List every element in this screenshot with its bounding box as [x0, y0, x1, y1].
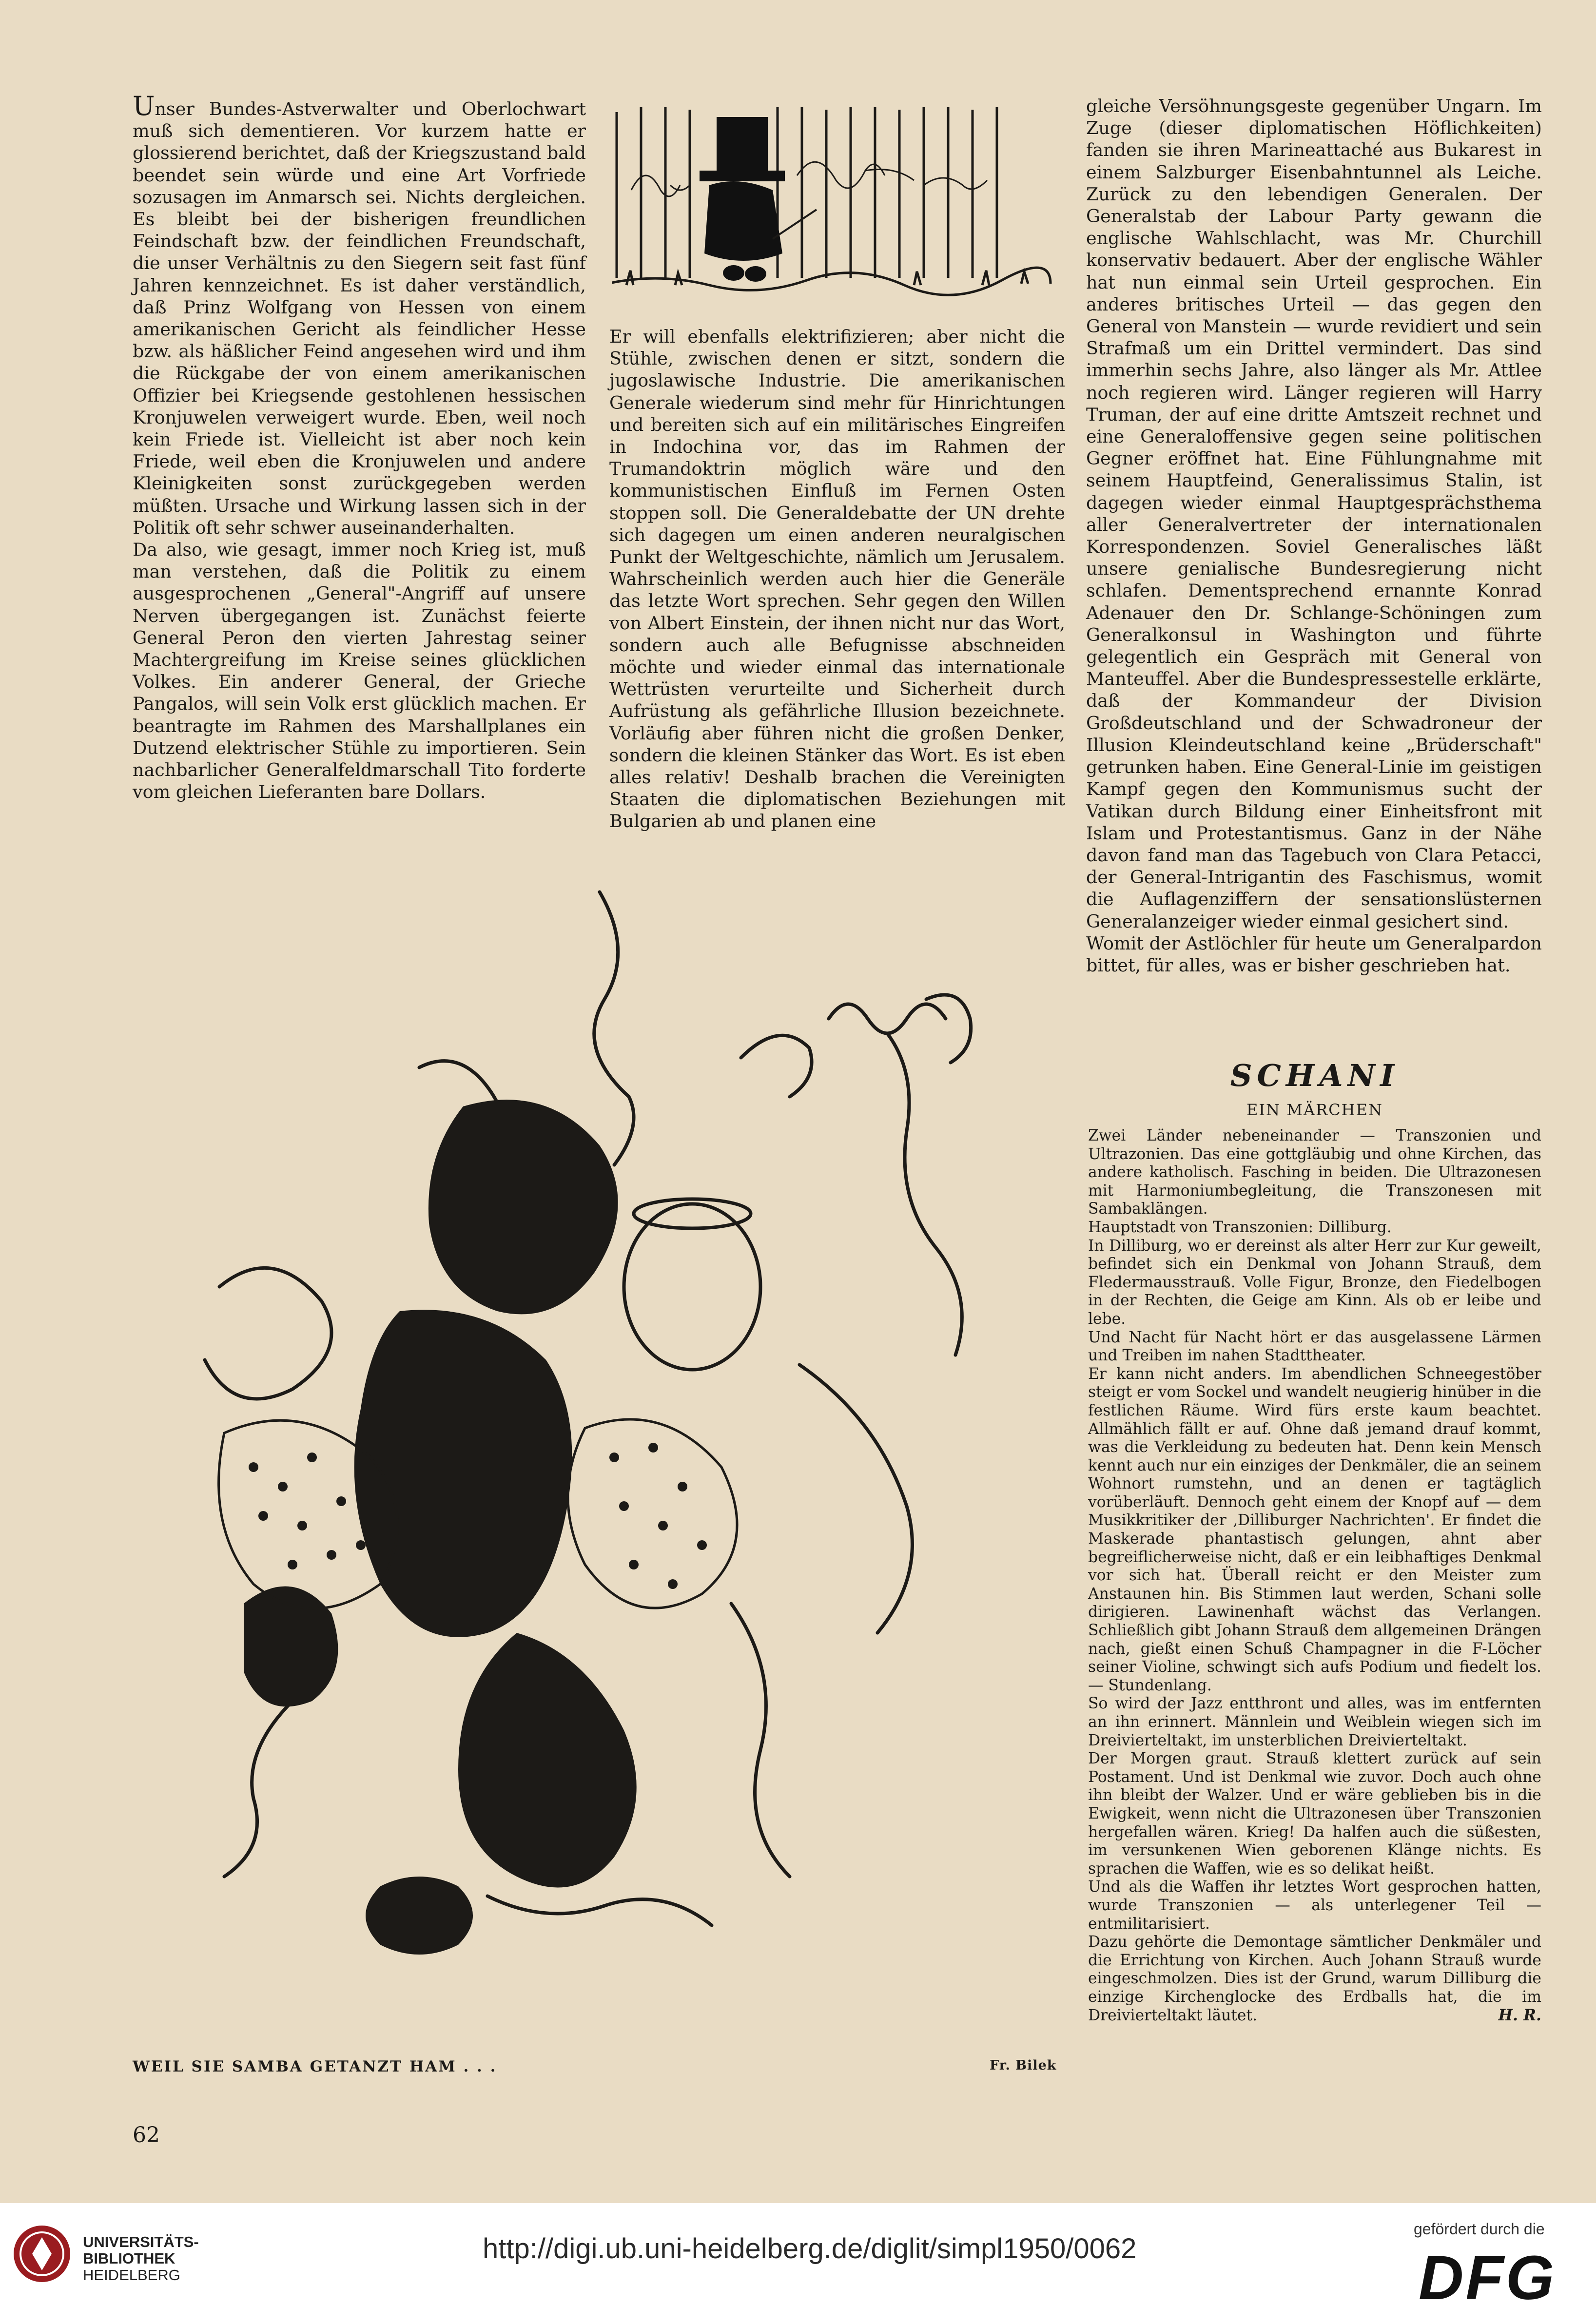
story-paragraph: Er kann nicht anders. Im abendlichen Schneegestöber steigt er vom Sockel und wandelt neugierig hinüber in die festlichen Räume. Wird fürs erste kaum beachtet. Allmählich fällt er auf. Ohne daß jemand drauf kommt, was die Verkleidung zu bedeuten hat. Denn kein Mensch kennt auch nur ein einziges der Denkmäler, die an seinem Wohnort rumstehn, und an denen er tagtäglich vorüberläuft. Dennoch geht einem der Knopf auf — dem Musikkritiker der ‚Dilliburger Nachrichten'. Er findet die Maskerade phantastisch gelungen, ahnt aber begreiflicherweise nicht, daß er ein leibhaftiges Denkmal vor sich hat. Überall reicht er den Meister zum Anstaunen hin. Bis Stimmen laut werden, Schani solle dirigieren. Lawinenhaft wächst das Verlangen. Schließlich gibt Johann Strauß dem allgemeinen Drängen nach, gießt einen Schuß Champagner in die F-Löcher seiner Violine, schwingt sich aufs Podium und fiedelt los. — Stundenlang. — [1088, 1365, 1541, 1694]
story-paragraph: Und als die Waffen ihr letztes Wort gesprochen hatten, wurde Transzonien — als unterlegener Teil — entmilitarisiert. — [1088, 1878, 1541, 1933]
story-paragraph — [1088, 1933, 1541, 2025]
article-paragraph: Er will ebenfalls elektrifizieren; aber nicht die Stühle, zwischen denen er sitzt, sondern die jugoslawische Industrie. Die amerikanischen Generale wiederum sind mehr für Hinrichtungen und bereiten sich auf ein militärisches Eingreifen in Indochina vor, das im Rahmen der Trumandoktrin möglich wäre und den kommunistischen Einfluß im Fernen Osten stoppen soll. Die Generaldebatte der UN drehte sich dagegen um einen anderen neuralgischen Punkt der Weltgeschichte, nämlich um Jerusalem. Wahrscheinlich werden auch hier die Generäle das letzte Wort sprechen. Sehr gegen den Willen von Albert Einstein, der ihnen nicht nur das Wort, sondern auch alle Befugnisse abschneiden möchte und wieder einmal das internationale Wettrüsten verurteilte und Sicherheit durch Aufrüstung als gefährliche Illusion bezeichnete. Vorläufig aber führen nicht die großen Denker, sondern die kleinen Stänker das Wort. Es ist eben alles relativ! Deshalb brachen die Vereinigten Staaten die diplomatischen Beziehungen mit Bulgarien ab und planen eine — [609, 326, 1065, 832]
article-column-1 — [133, 91, 586, 803]
story-paragraph: Zwei Länder nebeneinander — Transzonien und Ultrazonien. Das eine gottgläubig und ohne Kirchen, das andere katholisch. Fasching in beiden. Die Ultrazonesen mit Harmoniumbegleitung, die Transzonesen mit Sambaklängen. — [1088, 1127, 1541, 1218]
library-name — [83, 2234, 199, 2284]
story-paragraph: Und Nacht für Nacht hört er das ausgelassene Lärmen und Treiben im nahen Stadttheater. — [1088, 1328, 1541, 1365]
article-column-2 — [609, 326, 1065, 833]
library-name-line: HEIDELBERG — [83, 2266, 180, 2284]
illustration-artist: Fr. Bilek — [990, 2058, 1057, 2073]
funder-text: gefördert durch die — [1414, 2220, 1545, 2238]
page-number: 62 — [133, 2123, 160, 2148]
illustration-caption: WEIL SIE SAMBA GETANZT HAM . . . — [133, 2058, 497, 2075]
story-body — [1088, 1127, 1541, 2025]
story-paragraph: In Dilliburg, wo er dereinst als alter Herr zur Kur geweilt, befindet sich ein Denkmal von Johann Strauß, dem Fledermausstrauß. Volle Figur, Bronze, den Fiedelbogen in der Rechten, die Geige am Kinn. Als ob er leibe und lebe. — [1088, 1237, 1541, 1328]
story-paragraph: Der Morgen graut. Strauß klettert zurück auf sein Postament. Und ist Denkmal wie zuvor. Doch auch ohne ihn bleibt der Walzer. Und er wäre geblieben bis in die Ewigkeit, wenn nicht die Ultrazonesen über Transzonien hergefallen wären. Krieg! Da halfen auch die süßesten, im versunkenen Wien geborenen Klänge nichts. Es sprachen die Waffen, wie es so delikat heißt. — [1088, 1750, 1541, 1878]
library-name-line: BIBLIOTHEK — [83, 2250, 175, 2267]
drop-cap: U — [133, 91, 155, 121]
source-url-link[interactable]: http://digi.ub.uni-heidelberg.de/diglit/simpl1950/0062 — [483, 2233, 1137, 2265]
paragraph-text: nser Bundes-Astverwalter und Oberlochwart muß sich dementieren. Vor kurzem hatte er glossierend berichtet, daß der Kriegszustand bald beendet sein würde und eine Art Vorfriede sozusagen im Anmarsch sei. Nichts dergleichen. Es bleibt bei der bisherigen freundlichen Feindschaft bzw. der feindlichen Freundschaft, die unser Verhältnis zu den Siegern seit fast fünf Jahren kennzeichnet. Es ist daher verständlich, daß Prinz Wolfgang von Hessen von einem amerikanischen Gericht als feindlicher Hesse bzw. als häßlicher Feind angesehen wird und ihm die Rückgabe der von einem amerikanischen Offizier bei Kriegsende gestohlenen hessischen Kronjuwelen verweigert wurde. Eben, weil noch kein Friede ist. Vielleicht ist aber noch kein Friede, weil eben die Kronjuwelen und andere Kleinigkeiten sonst zurückgegeben werden müßten. Ursache und Wirkung lassen sich in der Politik oft sehr schwer auseinanderhalten. — [133, 98, 586, 538]
library-name-line: UNIVERSITÄTS- — [83, 2233, 199, 2250]
story-paragraph: Hauptstadt von Transzonien: Dilliburg. — [1088, 1218, 1392, 1236]
carnival-dance-illustration — [146, 872, 1072, 2042]
article-paragraph: gleiche Versöhnungsgeste gegenüber Ungarn. Im Zuge (dieser diplomatischen Höflichkeiten) fanden sie ihren Marineattaché aus Bukarest in einem Salzburger Eisenbahntunnel als Leiche. Zurück zu den lebendigen Generalen. Der Generalstab der Labour Party gewann die englische Wahlschlacht, was Mr. Churchill konservativ bedauert. Aber der englische Wähler hat nun einmal sein Urteil gesprochen. Ein anderes britisches Urteil — das gegen den General von Manstein — wurde revidiert und sein Strafmaß um ein Drittel vermindert. Das sind immerhin sechs Jahre, also länger als Mr. Attlee noch regieren wird. Länger regieren will Harry Truman, der auf eine dritte Amtszeit rechnet und eine Generaloffensive gegen seine politischen Gegner eröffnet hat. Eine Fühlungnahme mit seinem Hauptfeind, Generalissimus Stalin, ist dagegen wieder einmal Hauptgesprächsthema aller Generalvertreter der internationalen Korrespondenzen. Soviel Generalisches läßt unsere genialische Bundesregierung nicht schlafen. Dementsprechend ernannte Konrad Adenauer den Dr. Schlange-Schöningen zum Generalkonsul in Washington und führte gelegentlich ein Gespräch mit General von Manteuffel. Aber die Bundespressestelle erklärte, daß der Kommandeur der Division Großdeutschland und der Schwadroneur der Illusion Kleindeutschland keine „Brüderschaft" getrunken haben. Eine General-Linie im geistigen Kampf gegen den Kommunismus sucht der Vatikan durch Bildung einer Einheitsfront mit Islam und Protestantismus. Ganz in der Nähe davon fand man das Tagebuch von Clara Petacci, der General-Intrigantin des Faschismus, womit die Auflagenziffern der sensationslüsternen Generalanzeiger wieder einmal gesichert sind. — [1086, 96, 1542, 932]
article-paragraph: Womit der Astlöchler für heute um Generalpardon bittet, für alles, was er bisher geschrieben hat. — [1086, 932, 1542, 976]
article-column-3 — [1086, 95, 1542, 976]
university-seal-icon — [11, 2223, 73, 2285]
article-paragraph: Da also, wie gesagt, immer noch Krieg ist, muß man verstehen, daß die Politik zu einem ausgesprochenen „General"-Angriff auf unsere Nerven übergegangen ist. Zunächst feierte General Peron den vierten Jahrestag seiner Machtergreifung im Kreise seines glücklichen Volkes. Ein anderer General, der Grieche Pangalos, will sein Volk erst glücklich machen. Er beantragte im Rahmen des Marshallplanes ein Dutzend elektrischer Stühle zu importieren. Sein nachbarlicher Generalfeldmarschall Tito forderte vom gleichen Lieferanten bare Dollars. — [133, 539, 586, 803]
dfg-logo: DFG — [1419, 2243, 1557, 2313]
paragraph-text: Dazu gehörte die Demontage sämtlicher Denkmäler und die Errichtung von Kirchen. Auch Johann Strauß wurde eingeschmolzen. Dies ist der Grund, warum Dilliburg die einzige Kirchenglocke des Erdballs hat, die im Dreivierteltakt läutet. — [1088, 1933, 1541, 2024]
article-paragraph — [133, 91, 586, 539]
story-paragraph: So wird der Jazz entthront und alles, was im entfernten an ihn erinnert. Männlein und Weiblein wiegen sich im Dreivierteltakt, im unsterblichen Dreivierteltakt. — [1088, 1695, 1541, 1749]
story-title: SCHANI — [1230, 1058, 1400, 1093]
story-signature: H. R. — [1498, 2006, 1541, 2024]
story-subtitle: EIN MÄRCHEN — [1246, 1101, 1383, 1119]
astloch-vignette-illustration — [612, 93, 1065, 302]
